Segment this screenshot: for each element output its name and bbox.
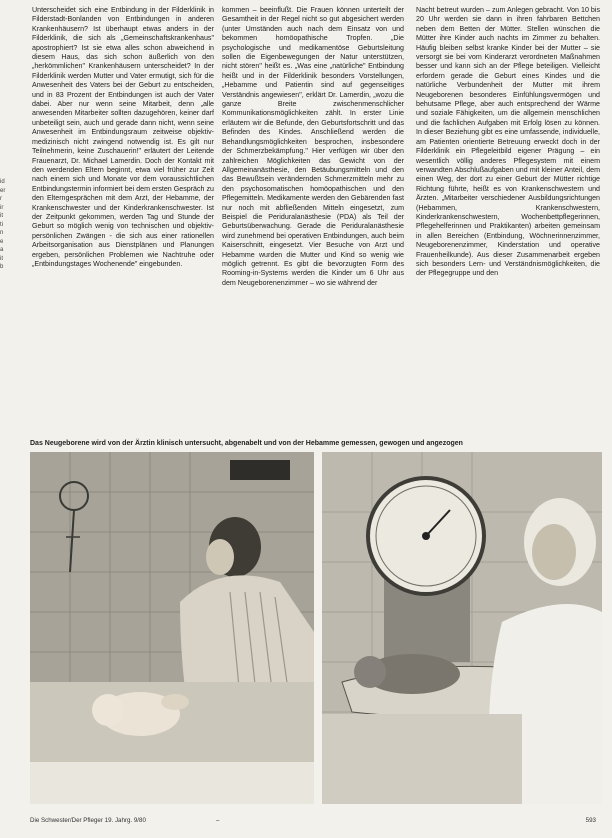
margin-fragment: b [0, 264, 4, 270]
photo-right-illustration [322, 452, 602, 804]
margin-fragment: n [0, 230, 4, 236]
column-1-text: Unterscheidet sich eine Entbindung in der Filderklinik in Filderstadt-Bonlanden von Entbindungen in anderen Krankenhäusern? Ist überhaupt etwas anders in der Filderklinik, die sich als „Gemeinschaftskrankenhaus" apostrophiert? Ist sie etwa alles schon abweichend in diesem Haus, das sich schon äußerlich von den „herkömmlichen" Krankenhäusern unterscheidet? In der Filderklinik werden Mutter und Vater ermutigt, sich für die Anwesenheit des Vaters bei der Geburt zu entscheiden, und in 83 Prozent der Entbindungen ist auch der Vater dabei. Aber nur wenn seine Mitarbeit, denn „alle anwesenden Mitarbeiter sollten dazugehören, keiner darf unbeteiligt sein, auch und gerade dann nicht, wenn seine Anwesenheit im Entbindungsraum zeitweise objektiv-medizinisch nicht zwingend notwendig ist. Es gilt nur Teilnehmerin, keine Zuschauerin!" erläutert der Leitende Frauenarzt, Dr. Michael Lamerdin. Doch der Kontakt mit den werdenden Eltern beginnt, etwa viel früher zur Zeit nach einem sich und Monate vor dem voraussichtlichen Entbindungstermin informiert bei dem ersten Gespräch zu den Elterngesprächen mit dem Arzt, der Hebamme, der Krankenschwester und der Kinderkrankenschwester. Ist der Zeitpunkt gekommen, werden Tag und Stunde der Geburt so möglich wenig von technischen und objektiv-persönlichen Zwängen - die sich aus einer rationellen Arbeitsorganisation aus Dienstplänen und Planungen ergeben, persönlichen Problemen wie Nachtruhe oder „Entbindungstages Wochenende" eingebunden. [32, 6, 214, 268]
margin-fragments [0, 178, 14, 272]
column-3-text: Nacht betreut wurden – zum Anlegen gebracht. Von 10 bis 20 Uhr werden sie dann in ihren fahrbaren Bettchen neben dem Betten der Mütter. Stellen wünschen die Mütter ihre Kinder auch nachts im Zimmer zu behalten. Häufig bleiben selbst kranke Kinder bei der Mutter – sie versorgt sie bei vom Kinderarzt verordneten Maßnahmen besser und kann sich an der Pflege beteiligen. Vielleicht erfordern gerade die Geburt eines Kindes und die natürliche Verbundenheit der Mutter mit ihrem Neugeborenen besonderes Einfühlungsvermögen und behutsame Pflege, aber auch entsprechend der Wärme und soziale Fähigkeiten, um die allgemein menschlichen und die fachlichen Aufgaben mit Erfolg lösen zu können. In dieser Beziehung gibt es eine umfassende, individuelle, am Patienten orientierte Betreuung erweckt doch in der Filderklinik ein Pflegeleitbild eigener Prägung – ein wesentlich völlig anderes Pflegesystem mit einem verwandten Abschlußaufgaben und mit kleiner Anteil, dem einen Weg, der dort zu einer Geburt der Mütter richtige Richtung führte, heißt es von Krankenschwestern und Ärzten. „Mitarbeiter verschiedener Ausbildungsrichtungen (Hebammen, Krankenschwestern, Kinderkrankenschwestern, Wochenbettpflegerinnen, Pflegehelferinnen und Praktikanten) arbeiten gemeinsam in allen Bereichen (Entbindung, Wöchnerinnenzimmer, Neugeborenenzimmer, Kinderstation und operative Frauenheilkunde). Aus dieser Zusammenarbeit ergeben sich besonders Lern- und Verständnismöglichkeiten, die der Pflegegruppe und den [416, 6, 600, 278]
margin-fragment: ti [0, 221, 3, 228]
margin-fragment: r [0, 196, 2, 202]
footer-journal: Die Schwester/Der Pfleger 19. Jahrg. 9/80 [30, 817, 146, 824]
margin-fragment: e [0, 238, 4, 245]
photo-caption: Das Neugeborene wird von der Ärztin klinisch untersucht, abgenabelt und von der Hebamme gemessen, gewogen und angezogen [30, 440, 463, 447]
photo-doctor-examining-newborn [30, 452, 314, 804]
text-column-1 [32, 6, 214, 269]
footer-separator: – [216, 817, 220, 824]
text-column-2 [222, 6, 404, 288]
column-2-text: kommen – beeinflußt. Die Frauen können unterteilt der Gesamtheit in der Regel nicht so gut abgesichert werden (unter Umständen auch nach dem Einsatz von und bekommen homöopathische Tropfen. „Die psychologische und medikamentöse Geburtsleitung sollen die Eigenbewegungen der Natur unterstützen, nicht stören" heißt es. „Was eine „natürliche" Entbindung heißt und in der Filderklinik besonders Vorstellungen, „Hebamme und Patientin sind auf gegenseitiges Verständnis angewiesen", erklärt Dr. Lamerdin, „wozu die ganze Breite zwischenmenschlicher Kommunikationsmöglichkeiten zählt. In erster Linie erläutern wir die Befunde, den Geburtsfortschritt und das Befinden des Kindes. Anschließend werden die Behandlungsmöglichkeiten besprochen, insbesondere der Schmerzbekämpfung." Hier verfügen wir über den zahlreichen Möglichkeiten das Gewicht von der Allgemeinanästhesie, den Betäubungsmitteln und den das Bewußtsein verändernden Schmerzmitteln mehr zu den psychosomatischen homöopathischen und den Pflegemitteln. Medikamente werden den Gebärenden fast nur noch mit abfließenden Mitteln eingesetzt, zum Beispiel die Periduralanästhesie (PDA) als Teil der Geburtsüberwachung. Gerade die Periduralanästhesie wird zunehmend bei operativen Entbindungen, auch beim Kaiserschnitt, eingesetzt. Vier Besuche von Arzt und Hebamme wurden die Mutter und Kind so wenig wie möglich getrennt. Es gibt die bevorzugten Form des Rooming-in-Systems werden die Kinder um 6 Uhr aus dem Neugeborenenzimmer – wo sie während der [222, 6, 404, 287]
page-number: 593 [585, 817, 596, 824]
margin-fragment: a [0, 247, 4, 253]
photo-midwife-weighing-newborn [322, 452, 602, 804]
margin-fragment: id [0, 179, 5, 185]
margin-fragment: it [0, 213, 3, 219]
photo-left-illustration [30, 452, 314, 804]
margin-fragment: it [0, 255, 3, 262]
margin-fragment: er [0, 187, 6, 194]
text-column-3 [416, 6, 600, 279]
margin-fragment: ir [0, 204, 4, 211]
